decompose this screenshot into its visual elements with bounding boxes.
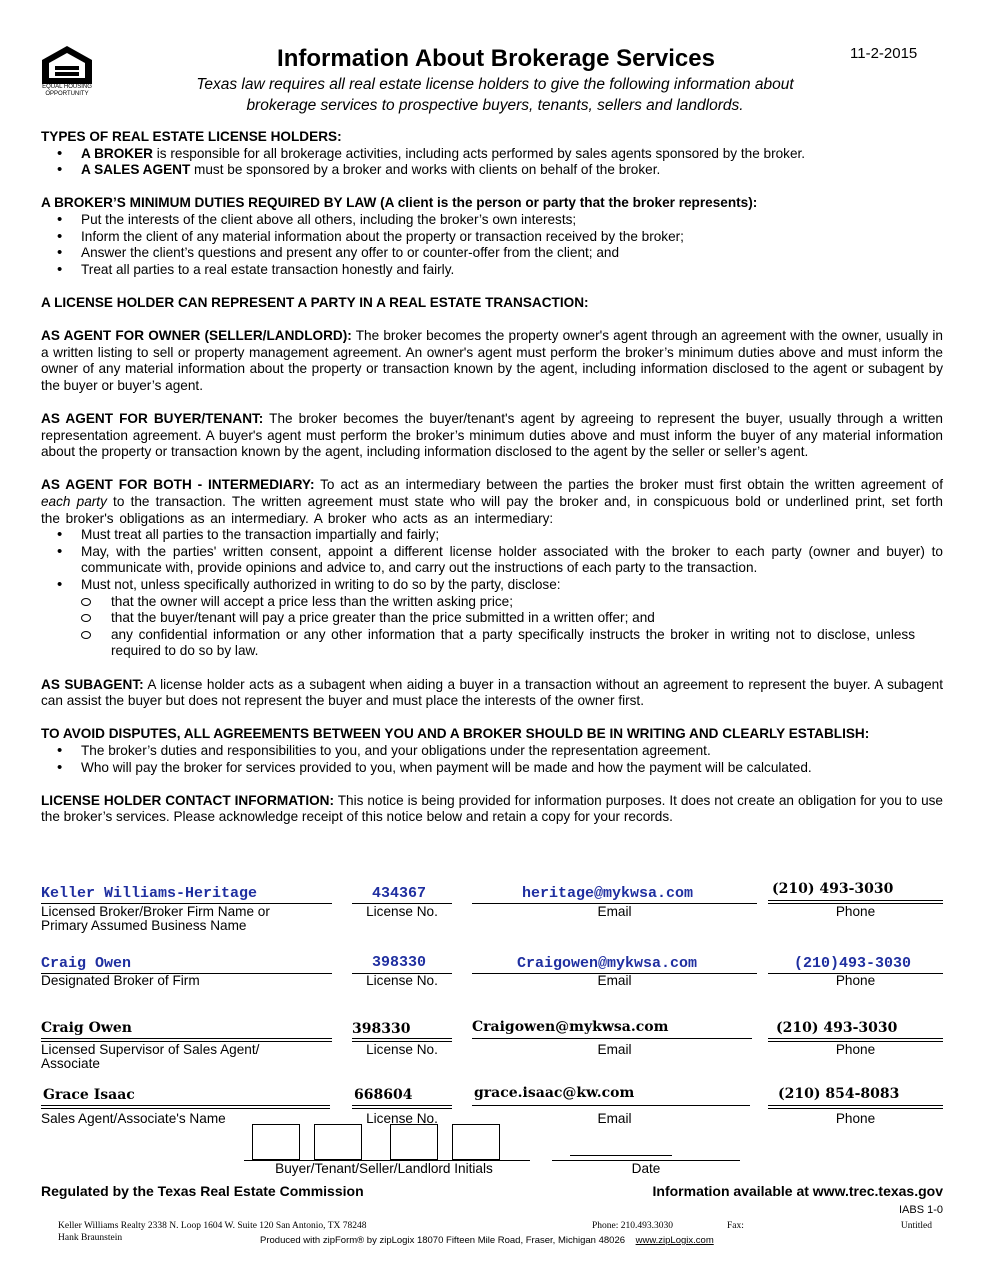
list-item: • A SALES AGENT must be sponsored by a broker and works with clients on behalf of the broker. (41, 162, 943, 179)
sub-list-item: that the buyer/tenant will pay a price greater than the price submitted in a written offer; and (41, 610, 943, 627)
regulated-by-text: Regulated by the Texas Real Estate Commission (41, 1183, 364, 1199)
designated-broker-name-input[interactable]: Craig Owen (41, 955, 132, 972)
disputes-list (41, 743, 943, 776)
phone-label: Phone (835, 973, 876, 988)
license-label: License No. (366, 1042, 438, 1057)
owner-agent-paragraph: AS AGENT FOR OWNER (SELLER/LANDLORD): The broker becomes the property owner's agent through an agreement with the owner, usually in a written listing to sell or property management agreement. An owner's agent must perform the broker’s minimum duties above and must inform the owner of any material information about the property or transaction known by the agent, including information disclosed to the agent or subagent by the buyer or buyer’s agent. (41, 328, 943, 393)
list-item: • Must not, unless specifically authorized in writing to do so by the party, disclose: (41, 577, 943, 594)
license-label: License No. (366, 904, 438, 919)
designated-broker-label: Designated Broker of Firm (41, 973, 200, 988)
intermediary-paragraph: AS AGENT FOR BOTH - INTERMEDIARY: To act as an intermediary between the parties the broker must first obtain the written agreement of each party to the transaction. The written agreement must state who will pay the broker and, in conspicuous bold or underlined print, set forth the broker's obligations as an intermediary. A broker who acts as an intermediary: (41, 477, 943, 526)
license-label: License No. (366, 973, 438, 988)
form-id: IABS 1-0 (898, 1204, 943, 1216)
designated-broker-license-input[interactable]: 398330 (372, 954, 427, 971)
notice-body (41, 129, 943, 826)
supervisor-email-input[interactable]: Craigowen@mykwsa.com (472, 1019, 669, 1035)
page-title: Information About Brokerage Services (277, 45, 715, 72)
represent-heading: A LICENSE HOLDER CAN REPRESENT A PARTY IN A REAL ESTATE TRANSACTION: (41, 294, 589, 310)
office-address: Keller Williams Realty 2338 N. Loop 1604 W. Suite 120 San Antonio, TX 78248 (58, 1221, 367, 1231)
form-date: 11-2-2015 (850, 45, 918, 62)
initials-box-1[interactable] (252, 1124, 300, 1160)
logo-text: EQUAL HOUSING OPPORTUNITY (42, 84, 92, 97)
list-item: • Answer the client’s questions and present any offer to or counter-offer from the client; and (41, 245, 943, 262)
list-item: • Inform the client of any material information about the property or transaction received by the broker; (41, 229, 943, 246)
trec-info-text: Information available at www.trec.texas.gov (652, 1183, 943, 1199)
supervisor-license-input[interactable]: 398330 (352, 1021, 411, 1037)
email-label: Email (597, 973, 632, 988)
list-item: • Put the interests of the client above all others, including the broker’s own interests; (41, 212, 943, 229)
subagent-paragraph: AS SUBAGENT: A license holder acts as a subagent when aiding a buyer in a transaction without an agreement to represent the buyer. A subagent can assist the buyer but does not represent the buyer and must place the interests of the owner first. (41, 676, 944, 709)
office-fax: Fax: (727, 1221, 744, 1231)
initials-box-4[interactable] (452, 1124, 500, 1160)
phone-label: Phone (835, 1042, 876, 1057)
list-item: • The broker’s duties and responsibilities to you, and your obligations under the representation agreement. (41, 743, 943, 760)
sales-agent-name-input[interactable]: Grace Isaac (43, 1087, 135, 1103)
sales-agent-email-input[interactable]: grace.isaac@kw.com (474, 1085, 635, 1101)
office-phone: Phone: 210.493.3030 (592, 1221, 674, 1231)
list-item: • Treat all parties to a real estate transaction honestly and fairly. (41, 262, 943, 279)
date-label: Date (631, 1161, 661, 1176)
email-label: Email (597, 1042, 632, 1057)
broker-firm-license-input[interactable]: 434367 (372, 885, 427, 902)
broker-firm-phone-input[interactable]: (210) 493-3030 (772, 881, 894, 897)
supervisor-label: Licensed Supervisor of Sales Agent/ Associate (41, 1042, 260, 1071)
disclose-sublist (41, 594, 943, 660)
contact-info-paragraph: LICENSE HOLDER CONTACT INFORMATION: This notice is being provided for information purposes. It does not create an obligation for you to use the broker’s services. Please acknowledge receipt of this notice below and retain a copy for your records. (41, 792, 943, 825)
list-item: • May, with the parties' written consent, appoint a different license holder associated with the broker to each party (owner and buyer) to communicate with, provide opinions and advice to, and carry out the instructions of each party to the transaction. (41, 544, 943, 577)
sales-agent-label: Sales Agent/Associate's Name (41, 1111, 226, 1126)
buyer-agent-paragraph: AS AGENT FOR BUYER/TENANT: The broker becomes the buyer/tenant's agent by agreeing to represent the buyer, usually through a written representation agreement. A buyer's agent must perform the broker’s minimum duties above and must inform the buyer of any material information about the property or transaction known by the agent, including information disclosed to the agent by the seller or seller’s agent. (41, 411, 943, 460)
list-item: • Must treat all parties to the transaction impartially and fairly; (41, 527, 943, 544)
designated-broker-phone-input[interactable]: (210)493-3030 (794, 955, 912, 972)
phone-label: Phone (835, 904, 876, 919)
page-subtitle: Texas law requires all real estate license holders to give the following information about brokerage services to prospective buyers, tenants, sellers and landlords. (196, 76, 794, 114)
sales-agent-license-input[interactable]: 668604 (354, 1087, 413, 1103)
disputes-heading: TO AVOID DISPUTES, ALL AGREEMENTS BETWEEN YOU AND A BROKER SHOULD BE IN WRITING AND CLEARLY ESTABLISH: (41, 726, 870, 742)
duties-list (41, 212, 943, 278)
initials-box-3[interactable] (390, 1124, 438, 1160)
email-label: Email (597, 1111, 632, 1126)
ziplogix-link[interactable]: www.zipLogix.com (635, 1235, 714, 1246)
produced-with-text: Produced with zipForm® by zipLogix 18070 Fifteen Mile Road, Fraser, Michigan 48026 www.zipLogix.com (260, 1235, 714, 1246)
sub-list-item: that the owner will accept a price less than the written asking price; (41, 594, 943, 611)
types-heading: TYPES OF REAL ESTATE LICENSE HOLDERS: (41, 129, 342, 144)
phone-label: Phone (835, 1111, 876, 1126)
broker-firm-name-label: Licensed Broker/Broker Firm Name or Primary Assumed Business Name (41, 904, 270, 933)
sub-list-item: any confidential information or any other information that a party specifically instructs the broker in writing not to disclose, unless required to do so by law. (41, 627, 943, 660)
intermediary-list (41, 527, 943, 593)
duties-heading: A BROKER’S MINIMUM DUTIES REQUIRED BY LAW (A client is the person or party that the broker represents): (41, 195, 758, 211)
list-item: • Who will pay the broker for services provided to you, when payment will be made and how the payment will be calculated. (41, 760, 943, 777)
types-list (41, 146, 943, 179)
agent-name-footer: Hank Braunstein (58, 1233, 123, 1243)
initials-box-2[interactable] (314, 1124, 362, 1160)
document-name: Untitled (900, 1221, 932, 1231)
broker-firm-name-input[interactable]: Keller Williams-Heritage (41, 885, 258, 902)
email-label: Email (597, 904, 632, 919)
designated-broker-email-input[interactable]: Craigowen@mykwsa.com (517, 955, 698, 972)
supervisor-name-input[interactable]: Craig Owen (41, 1020, 132, 1036)
supervisor-phone-input[interactable]: (210) 493-3030 (776, 1020, 898, 1036)
initials-label: Buyer/Tenant/Seller/Landlord Initials (275, 1161, 493, 1176)
license-label: License No. (366, 1111, 438, 1126)
sales-agent-phone-input[interactable]: (210) 854-8083 (778, 1086, 900, 1102)
broker-firm-email-input[interactable]: heritage@mykwsa.com (522, 885, 694, 902)
list-item: • A BROKER is responsible for all brokerage activities, including acts performed by sales agents sponsored by the broker. (41, 146, 943, 163)
